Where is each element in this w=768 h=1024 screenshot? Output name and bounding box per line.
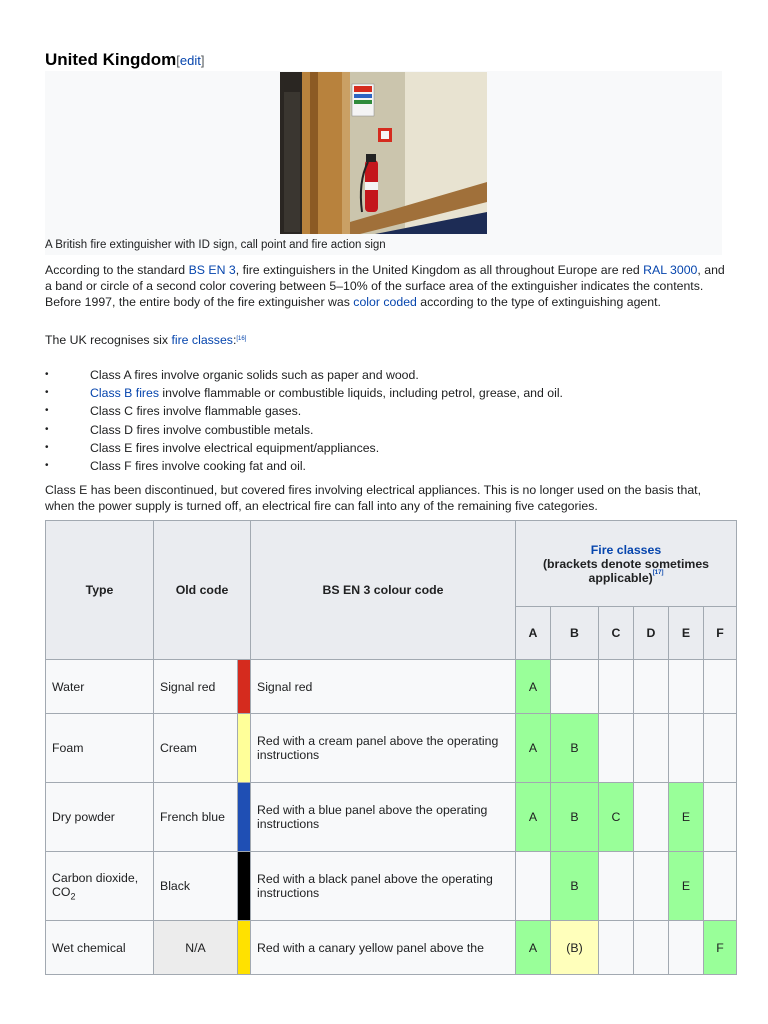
header-old-code: Old code: [154, 521, 251, 660]
paragraph-standard: [45, 262, 725, 310]
class-b-cell: (B): [551, 921, 599, 975]
class-e-cell: E: [669, 852, 704, 921]
class-e-cell: [669, 660, 704, 714]
old-code-cell: Black: [154, 852, 238, 921]
fire-classes-header-link[interactable]: Fire classes: [590, 542, 662, 557]
fire-classes-note: (brackets denote sometimes applicable): [542, 556, 710, 585]
class-c-cell: C: [599, 783, 634, 852]
class-f-cell: F: [704, 921, 737, 975]
bs-code-cell: Red with a canary yellow panel above the: [251, 921, 516, 975]
type-cell: Water: [46, 660, 154, 714]
header-class-c: C: [599, 607, 634, 660]
color-coded-link[interactable]: color coded: [353, 295, 417, 309]
header-fire-classes: [516, 521, 737, 607]
table-row: [46, 852, 737, 921]
fire-extinguisher-photo[interactable]: [280, 72, 487, 234]
header-class-e: E: [669, 607, 704, 660]
type-cell: [46, 852, 154, 921]
class-f-cell: [704, 714, 737, 783]
class-c-cell: [599, 852, 634, 921]
class-b-cell: B: [551, 714, 599, 783]
bullet-icon: •: [45, 369, 49, 380]
class-b-cell: B: [551, 783, 599, 852]
class-e-cell: E: [669, 783, 704, 852]
bs-code-cell: Signal red: [251, 660, 516, 714]
text: , fire extinguishers in the United Kingdom as all throughout Europe are red: [235, 263, 644, 277]
list-item: [45, 440, 563, 458]
type-text: Carbon dioxide, CO: [52, 870, 139, 899]
color-swatch: [238, 714, 251, 783]
list-item-text: Class C fires involve flammable gases.: [90, 404, 302, 419]
edit-bracket-open: [: [176, 53, 180, 68]
color-swatch: [238, 783, 251, 852]
class-a-cell: A: [516, 714, 551, 783]
class-b-fires-link[interactable]: Class B fires: [90, 386, 160, 401]
bs-code-cell: Red with a cream panel above the operating instructions: [251, 714, 516, 783]
list-item: [45, 422, 563, 440]
class-a-cell: A: [516, 660, 551, 714]
edit-link[interactable]: edit: [179, 53, 201, 68]
class-d-cell: [634, 921, 669, 975]
reference-17-link[interactable]: [17]: [652, 569, 664, 576]
class-e-cell: [669, 714, 704, 783]
bullet-icon: •: [45, 459, 49, 471]
paragraph-fire-classes: [45, 332, 725, 348]
bs-en-3-link[interactable]: BS EN 3: [188, 263, 236, 277]
class-b-cell: [551, 660, 599, 714]
extinguisher-table: [45, 520, 737, 975]
type-cell: Wet chemical: [46, 921, 154, 975]
table-row: [46, 714, 737, 783]
bullet-icon: •: [45, 387, 49, 399]
class-e-cell: [669, 921, 704, 975]
table-row: [46, 921, 737, 975]
list-item: [45, 367, 563, 385]
bullet-icon: •: [45, 423, 49, 435]
bs-code-cell: Red with a blue panel above the operating instructions: [251, 783, 516, 852]
old-code-cell: Cream: [154, 714, 238, 783]
type-cell: Foam: [46, 714, 154, 783]
header-class-d: D: [634, 607, 669, 660]
class-a-cell: A: [516, 921, 551, 975]
header-class-f: F: [704, 607, 737, 660]
figure-caption: A British fire extinguisher with ID sign, call point and fire action sign: [45, 239, 386, 251]
subscript-two: 2: [70, 891, 76, 902]
reference-16-link[interactable]: [16]: [236, 336, 247, 342]
list-item: [45, 458, 563, 476]
color-swatch: [238, 921, 251, 975]
list-item-text: Class A fires involve organic solids such as paper and wood.: [90, 368, 419, 382]
text: , and a band or circle of a second color covering between 5–10% of the surface area of the extinguisher indicates the contents. Before 1997, the entire body of the fire extinguisher was: [45, 263, 725, 309]
old-code-cell: French blue: [154, 783, 238, 852]
header-class-b: B: [551, 607, 599, 660]
class-c-cell: [599, 714, 634, 783]
class-d-cell: [634, 660, 669, 714]
header-type: Type: [46, 521, 154, 660]
list-item-text: Class F fires involve cooking fat and oil.: [90, 458, 306, 473]
class-d-cell: [634, 783, 669, 852]
class-b-cell: B: [551, 852, 599, 921]
text: :: [232, 333, 237, 347]
color-swatch: [238, 660, 251, 714]
fire-classes-link[interactable]: fire classes: [171, 333, 233, 347]
class-f-cell: [704, 783, 737, 852]
type-cell: Dry powder: [46, 783, 154, 852]
text: According to the standard: [45, 263, 189, 277]
figure-thumbnail: [45, 71, 722, 255]
header-class-a: A: [516, 607, 551, 660]
bullet-icon: •: [45, 405, 49, 417]
class-c-cell: [599, 921, 634, 975]
class-d-cell: [634, 714, 669, 783]
section-title: United Kingdom: [45, 50, 177, 69]
class-a-cell: [516, 852, 551, 921]
header-bs-code: BS EN 3 colour code: [251, 521, 516, 660]
color-swatch: [238, 852, 251, 921]
ral-3000-link[interactable]: RAL 3000: [643, 263, 698, 277]
class-f-cell: [704, 852, 737, 921]
list-item: [45, 385, 563, 403]
class-a-cell: A: [516, 783, 551, 852]
bullet-icon: •: [45, 441, 49, 453]
table-row: [46, 660, 737, 714]
old-code-cell: Signal red: [154, 660, 238, 714]
old-code-cell: N/A: [154, 921, 238, 975]
fire-class-list: [45, 367, 563, 476]
text: The UK recognises six: [45, 333, 172, 347]
bs-code-cell: Red with a black panel above the operating instructions: [251, 852, 516, 921]
class-f-cell: [704, 660, 737, 714]
paragraph-class-e: Class E has been discontinued, but covered fires involving electrical appliances. This is no longer used on the basis that, when the power supply is turned off, an electrical fire can fall into any of the remaining five categories.: [45, 483, 701, 513]
list-item: [45, 403, 563, 421]
text: according to the type of extinguishing agent.: [416, 295, 661, 309]
section-heading: [45, 50, 204, 70]
list-item-text: Class D fires involve combustible metals.: [90, 422, 314, 437]
class-c-cell: [599, 660, 634, 714]
list-item-text: Class E fires involve electrical equipment/appliances.: [90, 440, 380, 455]
list-item-text: involve flammable or combustible liquids, including petrol, grease, and oil.: [159, 386, 563, 401]
table-row: [46, 783, 737, 852]
edit-bracket-close: ]: [200, 53, 205, 68]
class-d-cell: [634, 852, 669, 921]
